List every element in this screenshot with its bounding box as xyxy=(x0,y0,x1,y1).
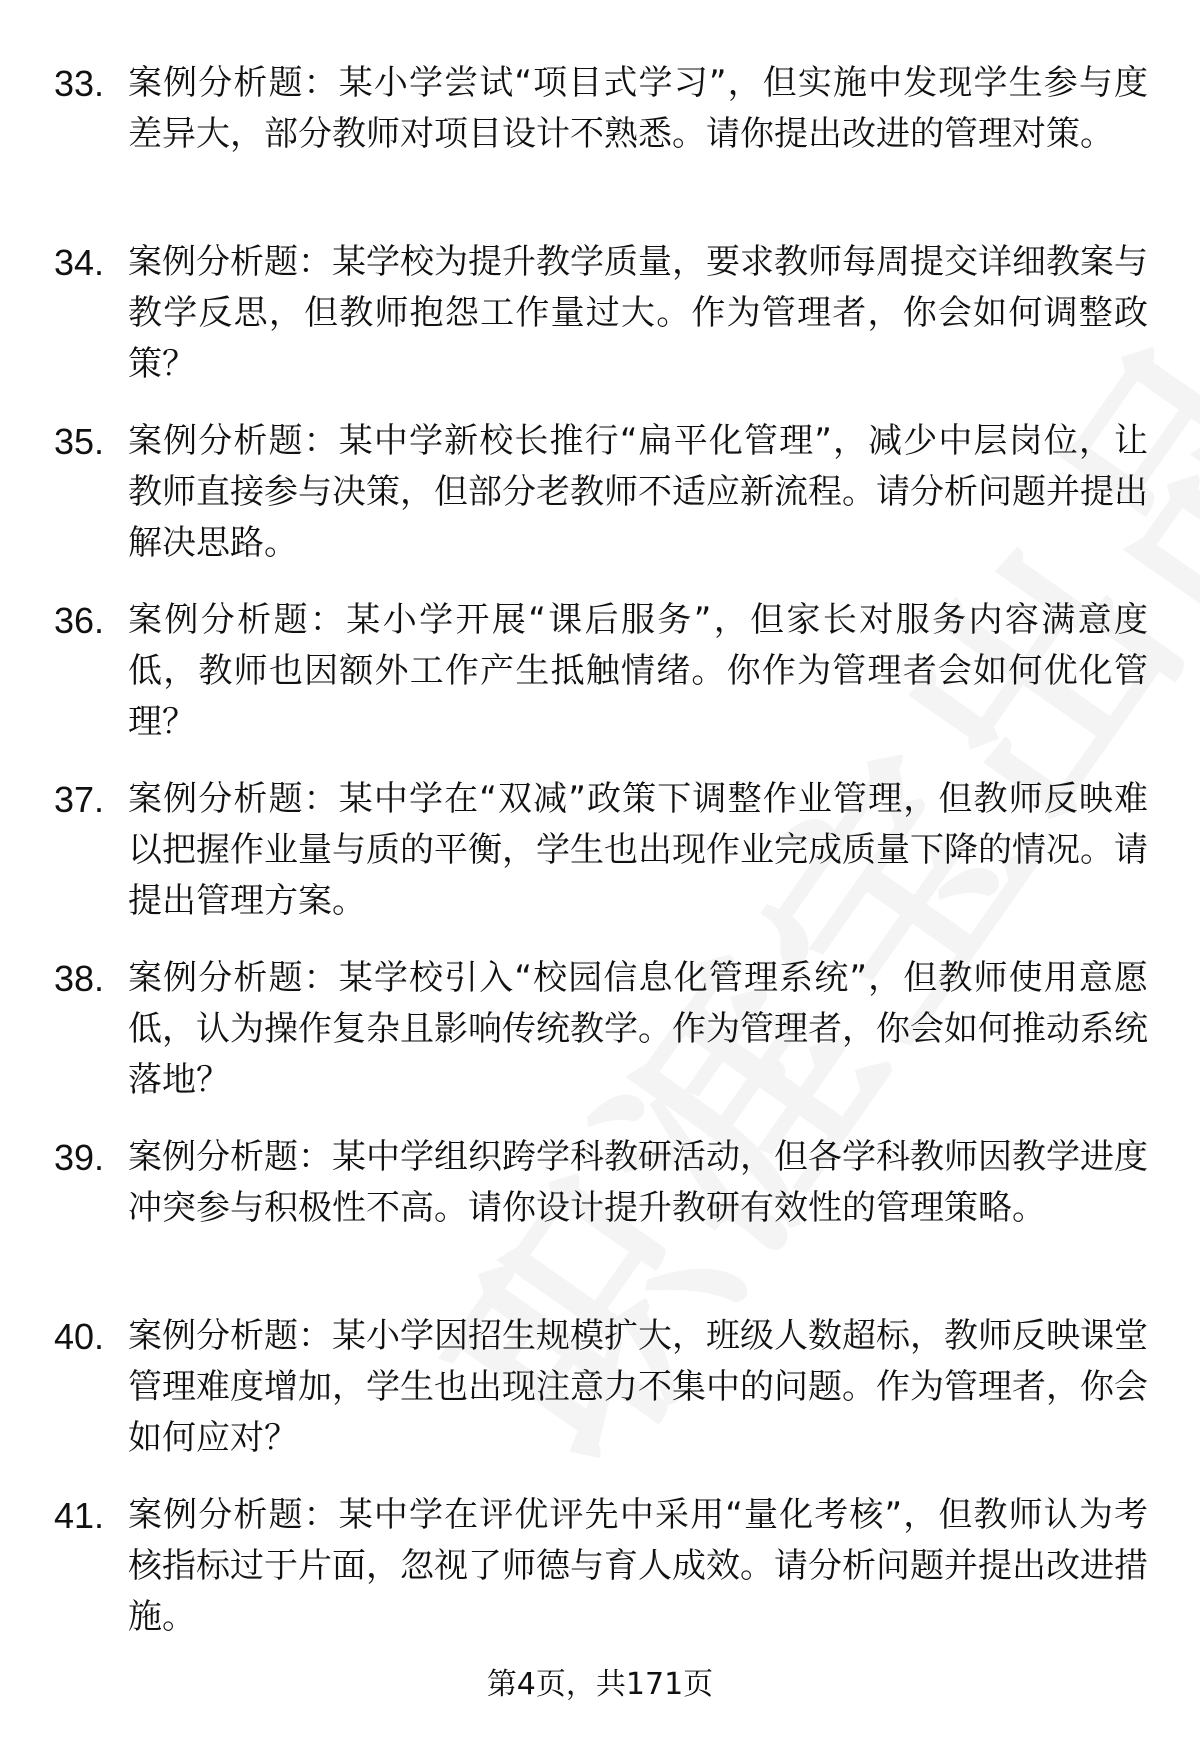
question-number: 39. xyxy=(54,1137,105,1178)
question-text: 案例分析题：某小学开展“课后服务”，但家长对服务内容满意度低，教师也因额外工作产生抵触情绪。你作为管理者会如何优化管理？ xyxy=(128,600,1148,742)
question-number: 34. xyxy=(54,242,105,283)
question-text: 案例分析题：某中学组织跨学科教研活动，但各学科教师因教学进度冲突参与积极性不高。请你设计提升教研有效性的管理策略。 xyxy=(128,1137,1148,1228)
question-text: 案例分析题：某学校引入“校园信息化管理系统”，但教师使用意愿低，认为操作复杂且影响传统教学。作为管理者，你会如何推动系统落地？ xyxy=(128,958,1148,1100)
question-item xyxy=(54,1132,1154,1285)
question-text: 案例分析题：某中学在评优评先中采用“量化考核”，但教师认为考核指标过于片面，忽视了师德与育人成效。请分析问题并提出改进措施。 xyxy=(128,1495,1148,1637)
question-item xyxy=(54,416,1154,569)
question-item xyxy=(54,595,1154,748)
question-number: 38. xyxy=(54,958,105,999)
question-item xyxy=(54,1490,1154,1643)
question-text: 案例分析题：某小学尝试“项目式学习”，但实施中发现学生参与度差异大，部分教师对项目设计不熟悉。请你提出改进的管理对策。 xyxy=(128,63,1148,154)
page-footer: 第4页，共171页 xyxy=(486,1667,714,1702)
question-item xyxy=(54,237,1154,390)
question-item xyxy=(54,58,1154,211)
question-number: 36. xyxy=(54,600,105,641)
question-item xyxy=(54,774,1154,927)
question-number: 35. xyxy=(54,421,105,462)
question-number: 41. xyxy=(54,1495,105,1536)
question-number: 33. xyxy=(54,63,105,104)
question-item xyxy=(54,953,1154,1106)
question-text: 案例分析题：某学校为提升教学质量，要求教师每周提交详细教案与教学反思，但教师抱怨工作量过大。作为管理者，你会如何调整政策？ xyxy=(128,242,1148,384)
question-text: 案例分析题：某小学因招生规模扩大，班级人数超标，教师反映课堂管理难度增加，学生也出现注意力不集中的问题。作为管理者，你会如何应对？ xyxy=(128,1316,1148,1458)
question-item xyxy=(54,1311,1154,1464)
question-text: 案例分析题：某中学新校长推行“扁平化管理”，减少中层岗位，让教师直接参与决策，但部分老教师不适应新流程。请分析问题并提出解决思路。 xyxy=(128,421,1148,563)
question-number: 37. xyxy=(54,779,105,820)
question-number: 40. xyxy=(54,1316,105,1357)
question-text: 案例分析题：某中学在“双减”政策下调整作业管理，但教师反映难以把握作业量与质的平衡，学生也出现作业完成质量下降的情况。请提出管理方案。 xyxy=(128,779,1148,921)
question-list xyxy=(54,58,1154,1669)
